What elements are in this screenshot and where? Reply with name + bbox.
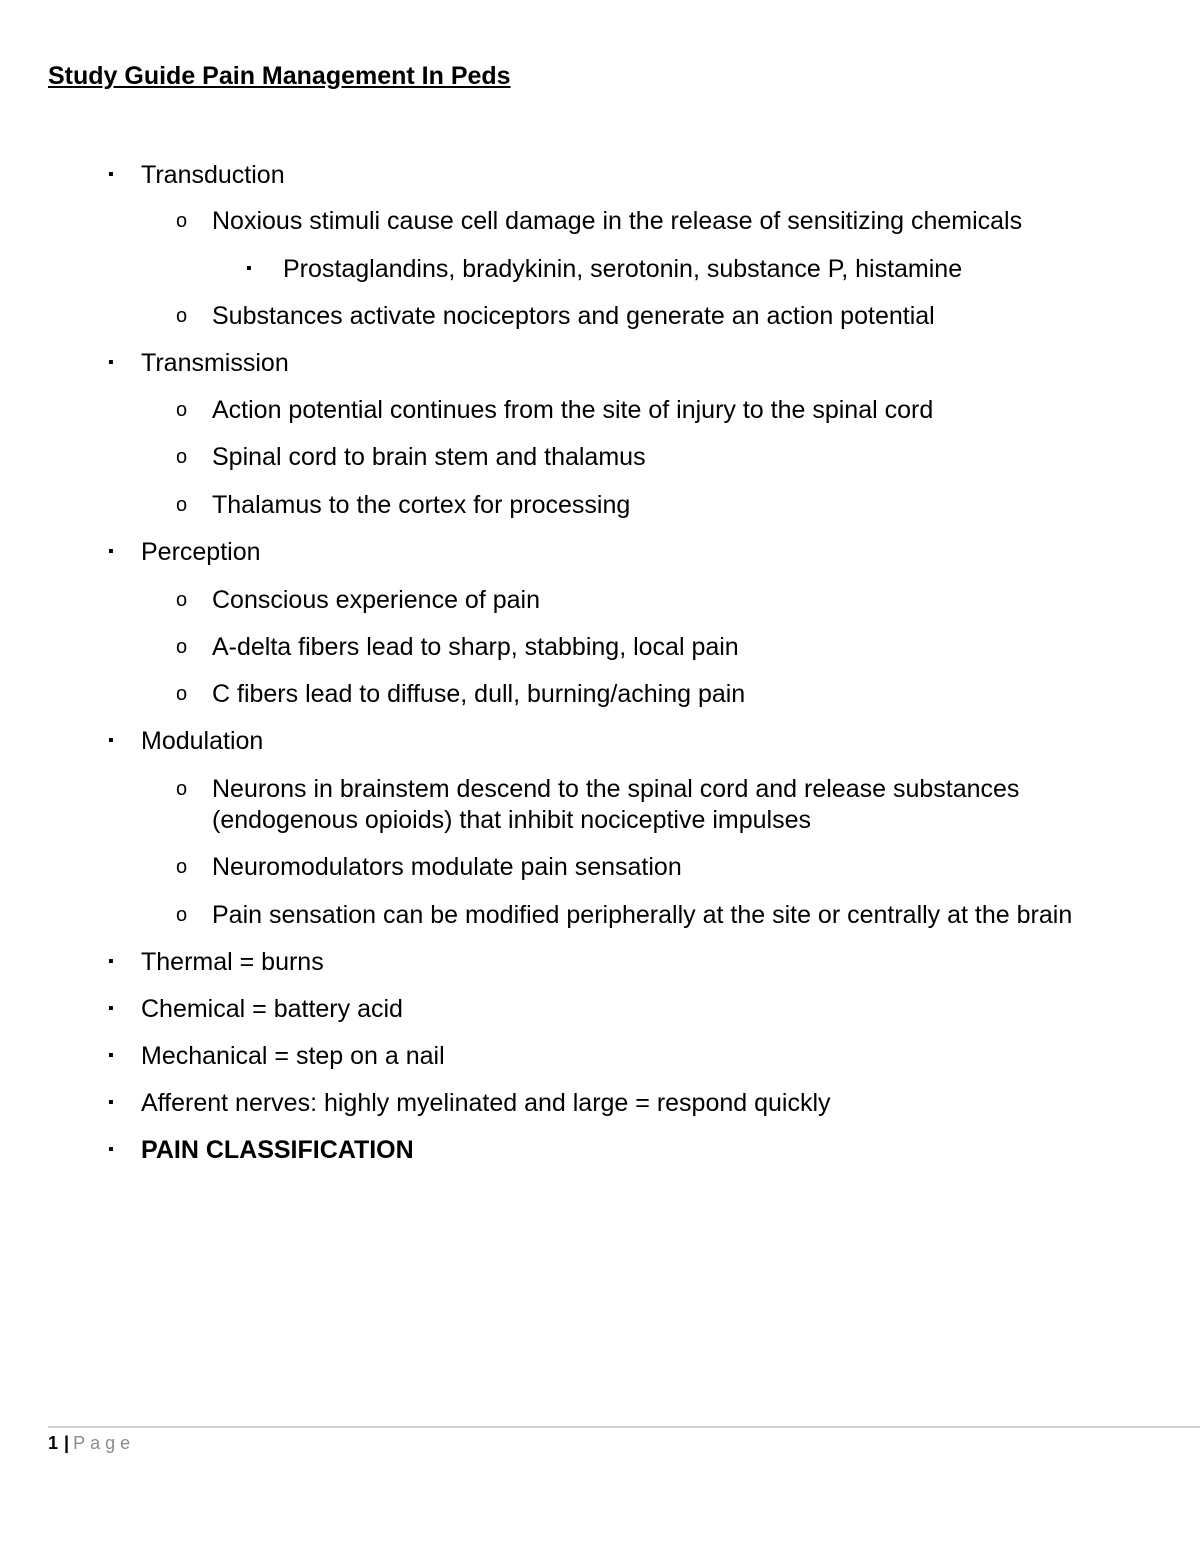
footer-separator: | bbox=[64, 1433, 70, 1453]
list-item: Thermal = burns bbox=[141, 948, 324, 976]
bullet-marker: o bbox=[176, 636, 188, 658]
bullet-marker: ▪ bbox=[246, 260, 252, 277]
bullet-marker: ▪ bbox=[108, 953, 114, 970]
list-item: Noxious stimuli cause cell damage in the release of sensitizing chemicals bbox=[212, 207, 1023, 235]
bullet-marker: ▪ bbox=[108, 543, 114, 560]
list-item: A-delta fibers lead to sharp, stabbing, local pain bbox=[212, 633, 739, 661]
bullet-marker: ▪ bbox=[108, 1094, 114, 1111]
bullet-marker: ▪ bbox=[108, 1000, 114, 1017]
list-item: Substances activate nociceptors and generate an action potential bbox=[212, 302, 935, 330]
bullet-marker: o bbox=[176, 494, 188, 516]
bullet-marker: o bbox=[176, 210, 188, 232]
bullet-marker: ▪ bbox=[108, 166, 114, 183]
list-item: Chemical = battery acid bbox=[141, 995, 403, 1023]
footer-divider bbox=[48, 1426, 1200, 1428]
bullet-marker: o bbox=[176, 399, 188, 421]
bullet-marker: ▪ bbox=[108, 354, 114, 371]
bullet-marker: o bbox=[176, 778, 188, 800]
bullet-marker: ▪ bbox=[108, 1047, 114, 1064]
page-number: 1 bbox=[48, 1433, 59, 1453]
list-item: Thalamus to the cortex for processing bbox=[212, 491, 631, 519]
bullet-marker: o bbox=[176, 904, 188, 926]
list-item: Spinal cord to brain stem and thalamus bbox=[212, 443, 646, 471]
list-item: Afferent nerves: highly myelinated and large = respond quickly bbox=[141, 1089, 831, 1117]
bullet-marker: o bbox=[176, 683, 188, 705]
list-item: Perception bbox=[141, 538, 261, 566]
bullet-marker: o bbox=[176, 856, 188, 878]
list-item: Transduction bbox=[141, 161, 285, 189]
list-item: Prostaglandins, bradykinin, serotonin, substance P, histamine bbox=[283, 255, 963, 283]
page-footer bbox=[48, 1433, 135, 1454]
list-item: Neuromodulators modulate pain sensation bbox=[212, 853, 682, 881]
list-item: Action potential continues from the site of injury to the spinal cord bbox=[212, 396, 934, 424]
bullet-marker: ▪ bbox=[108, 1141, 114, 1158]
list-item: PAIN CLASSIFICATION bbox=[141, 1136, 414, 1164]
list-item: C fibers lead to diffuse, dull, burning/aching pain bbox=[212, 680, 746, 708]
list-item: Neurons in brainstem descend to the spinal cord and release substances (endogenous opioids) that inhibit nociceptive impulses bbox=[212, 775, 1020, 834]
list-item: Conscious experience of pain bbox=[212, 586, 540, 614]
list-item: Pain sensation can be modified peripherally at the site or centrally at the brain bbox=[212, 901, 1073, 929]
bullet-marker: o bbox=[176, 446, 188, 468]
list-item: Mechanical = step on a nail bbox=[141, 1042, 445, 1070]
bullet-marker: ▪ bbox=[108, 732, 114, 749]
bullet-marker: o bbox=[176, 305, 188, 327]
page-label: Page bbox=[73, 1433, 136, 1453]
bullet-marker: o bbox=[176, 589, 188, 611]
list-item: Transmission bbox=[141, 349, 289, 377]
list-item: Modulation bbox=[141, 727, 264, 755]
document-title: Study Guide Pain Management In Peds bbox=[48, 62, 511, 90]
